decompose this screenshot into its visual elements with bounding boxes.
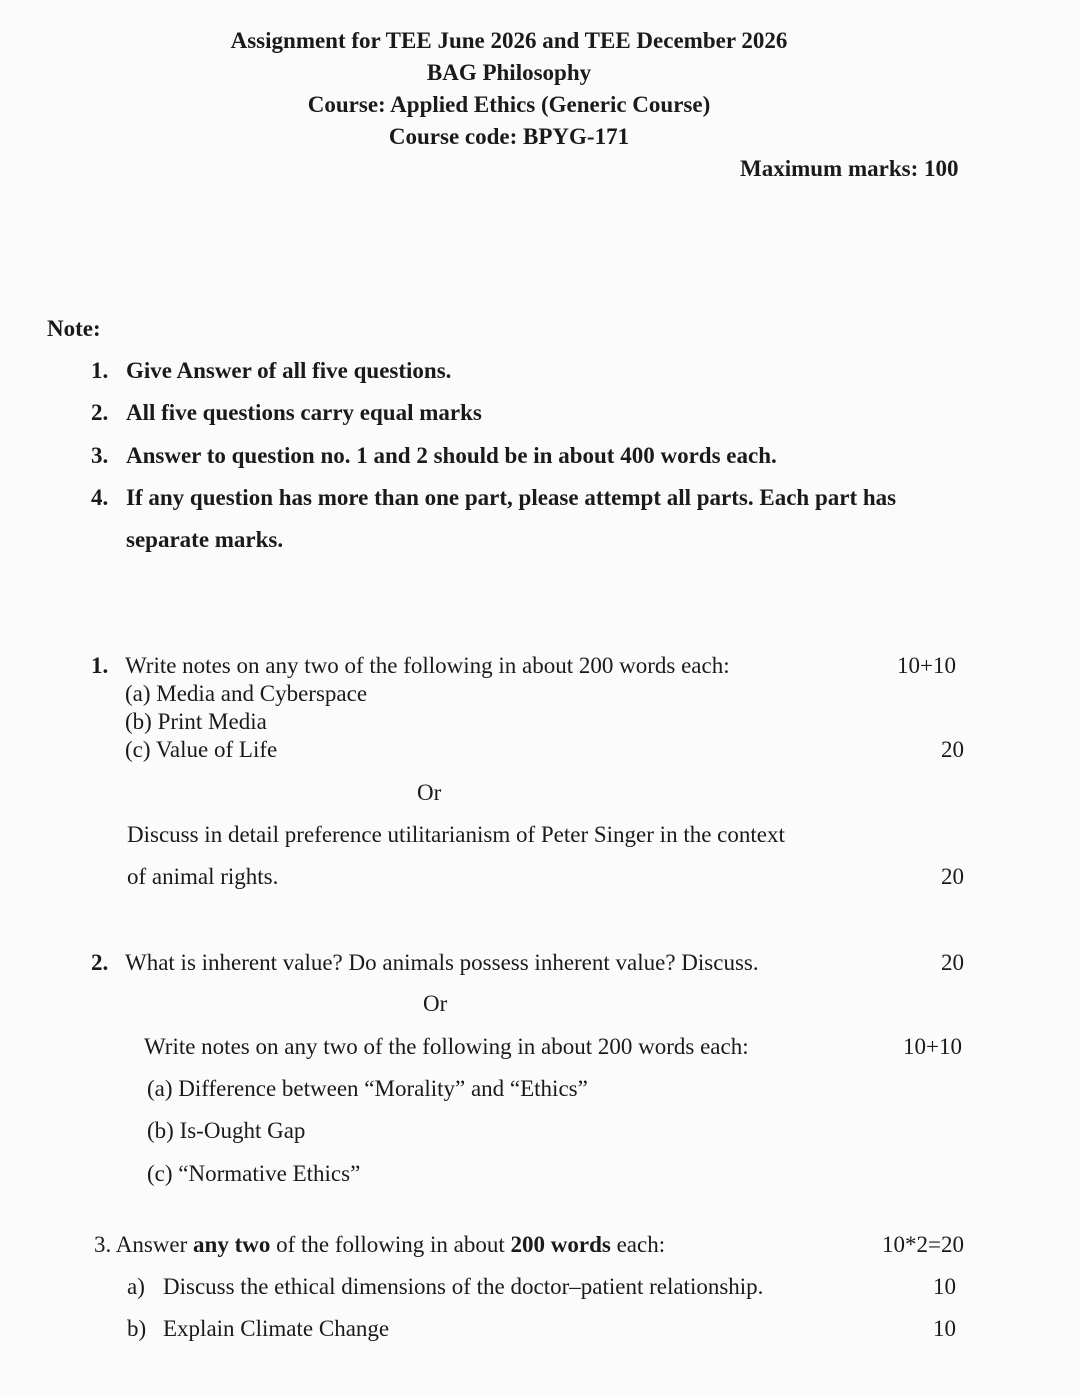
question-2-option-a: (a) Difference between “Morality” and “Ethics” [147, 1076, 588, 1101]
question-2-or: Or [423, 991, 448, 1016]
question-1-number: 1. [91, 653, 109, 678]
question-1-alternative-marks: 20 [941, 864, 964, 889]
question-1-alternative-line-1: Discuss in detail preference utilitarianism of Peter Singer in the context [127, 822, 785, 847]
note-item-text: Answer to question no. 1 and 2 should be in about 400 words each. [126, 443, 777, 468]
note-item-number: 3. [91, 443, 109, 468]
question-2-alternative-marks: 10+10 [903, 1034, 962, 1059]
note-title: Note: [47, 316, 101, 341]
note-item-number: 1. [91, 358, 109, 383]
course-name: Course: Applied Ethics (Generic Course) [307, 92, 711, 117]
question-3-emphasis-count: any two [193, 1232, 271, 1257]
question-1-marks-2: 20 [941, 737, 964, 762]
question-3-part-b-label: b) [127, 1316, 147, 1341]
note-item-text-continued: separate marks. [126, 527, 284, 552]
assignment-title: Assignment for TEE June 2026 and TEE December 2026 [230, 28, 788, 53]
note-item-text: All five questions carry equal marks [126, 400, 482, 425]
question-3-part-a-text: Discuss the ethical dimensions of the doctor–patient relationship. [163, 1274, 764, 1299]
question-3-emphasis-words: 200 words [510, 1232, 611, 1257]
question-1-or: Or [417, 780, 442, 805]
question-1-marks: 10+10 [897, 653, 956, 678]
note-item-text: If any question has more than one part, please attempt all parts. Each part has [126, 485, 897, 510]
programme-name: BAG Philosophy [426, 60, 592, 85]
question-2-number: 2. [91, 950, 109, 975]
maximum-marks: Maximum marks: 100 [740, 156, 959, 181]
question-3-part-b-marks: 10 [933, 1316, 956, 1341]
note-item-number: 4. [91, 485, 109, 510]
question-1-option-a: (a) Media and Cyberspace [125, 681, 368, 706]
question-1-text: Write notes on any two of the following in about 200 words each: [125, 653, 730, 678]
question-3-part-b-text: Explain Climate Change [163, 1316, 390, 1341]
question-2-option-b: (b) Is-Ought Gap [147, 1118, 306, 1143]
question-2-alternative-text: Write notes on any two of the following in about 200 words each: [144, 1034, 749, 1059]
question-1-option-b: (b) Print Media [125, 709, 267, 734]
question-1-alternative-line-2: of animal rights. [127, 864, 279, 889]
question-1-option-c: (c) Value of Life [125, 737, 278, 762]
question-3-part-a-label: a) [127, 1274, 145, 1299]
question-3-prefix: 3. Answer [94, 1232, 194, 1257]
question-2-text: What is inherent value? Do animals possess inherent value? Discuss. [125, 950, 759, 975]
question-2-option-c: (c) “Normative Ethics” [147, 1161, 361, 1186]
question-3-marks: 10*2=20 [882, 1232, 964, 1257]
note-item-number: 2. [91, 400, 109, 425]
question-3-text [94, 1232, 665, 1258]
question-3-middle: of the following in about [270, 1232, 511, 1257]
note-item-text: Give Answer of all five questions. [126, 358, 452, 383]
question-3-suffix: each: [610, 1232, 666, 1257]
question-3-part-a-marks: 10 [933, 1274, 956, 1299]
question-2-marks: 20 [941, 950, 964, 975]
course-code: Course code: BPYG-171 [388, 124, 630, 149]
